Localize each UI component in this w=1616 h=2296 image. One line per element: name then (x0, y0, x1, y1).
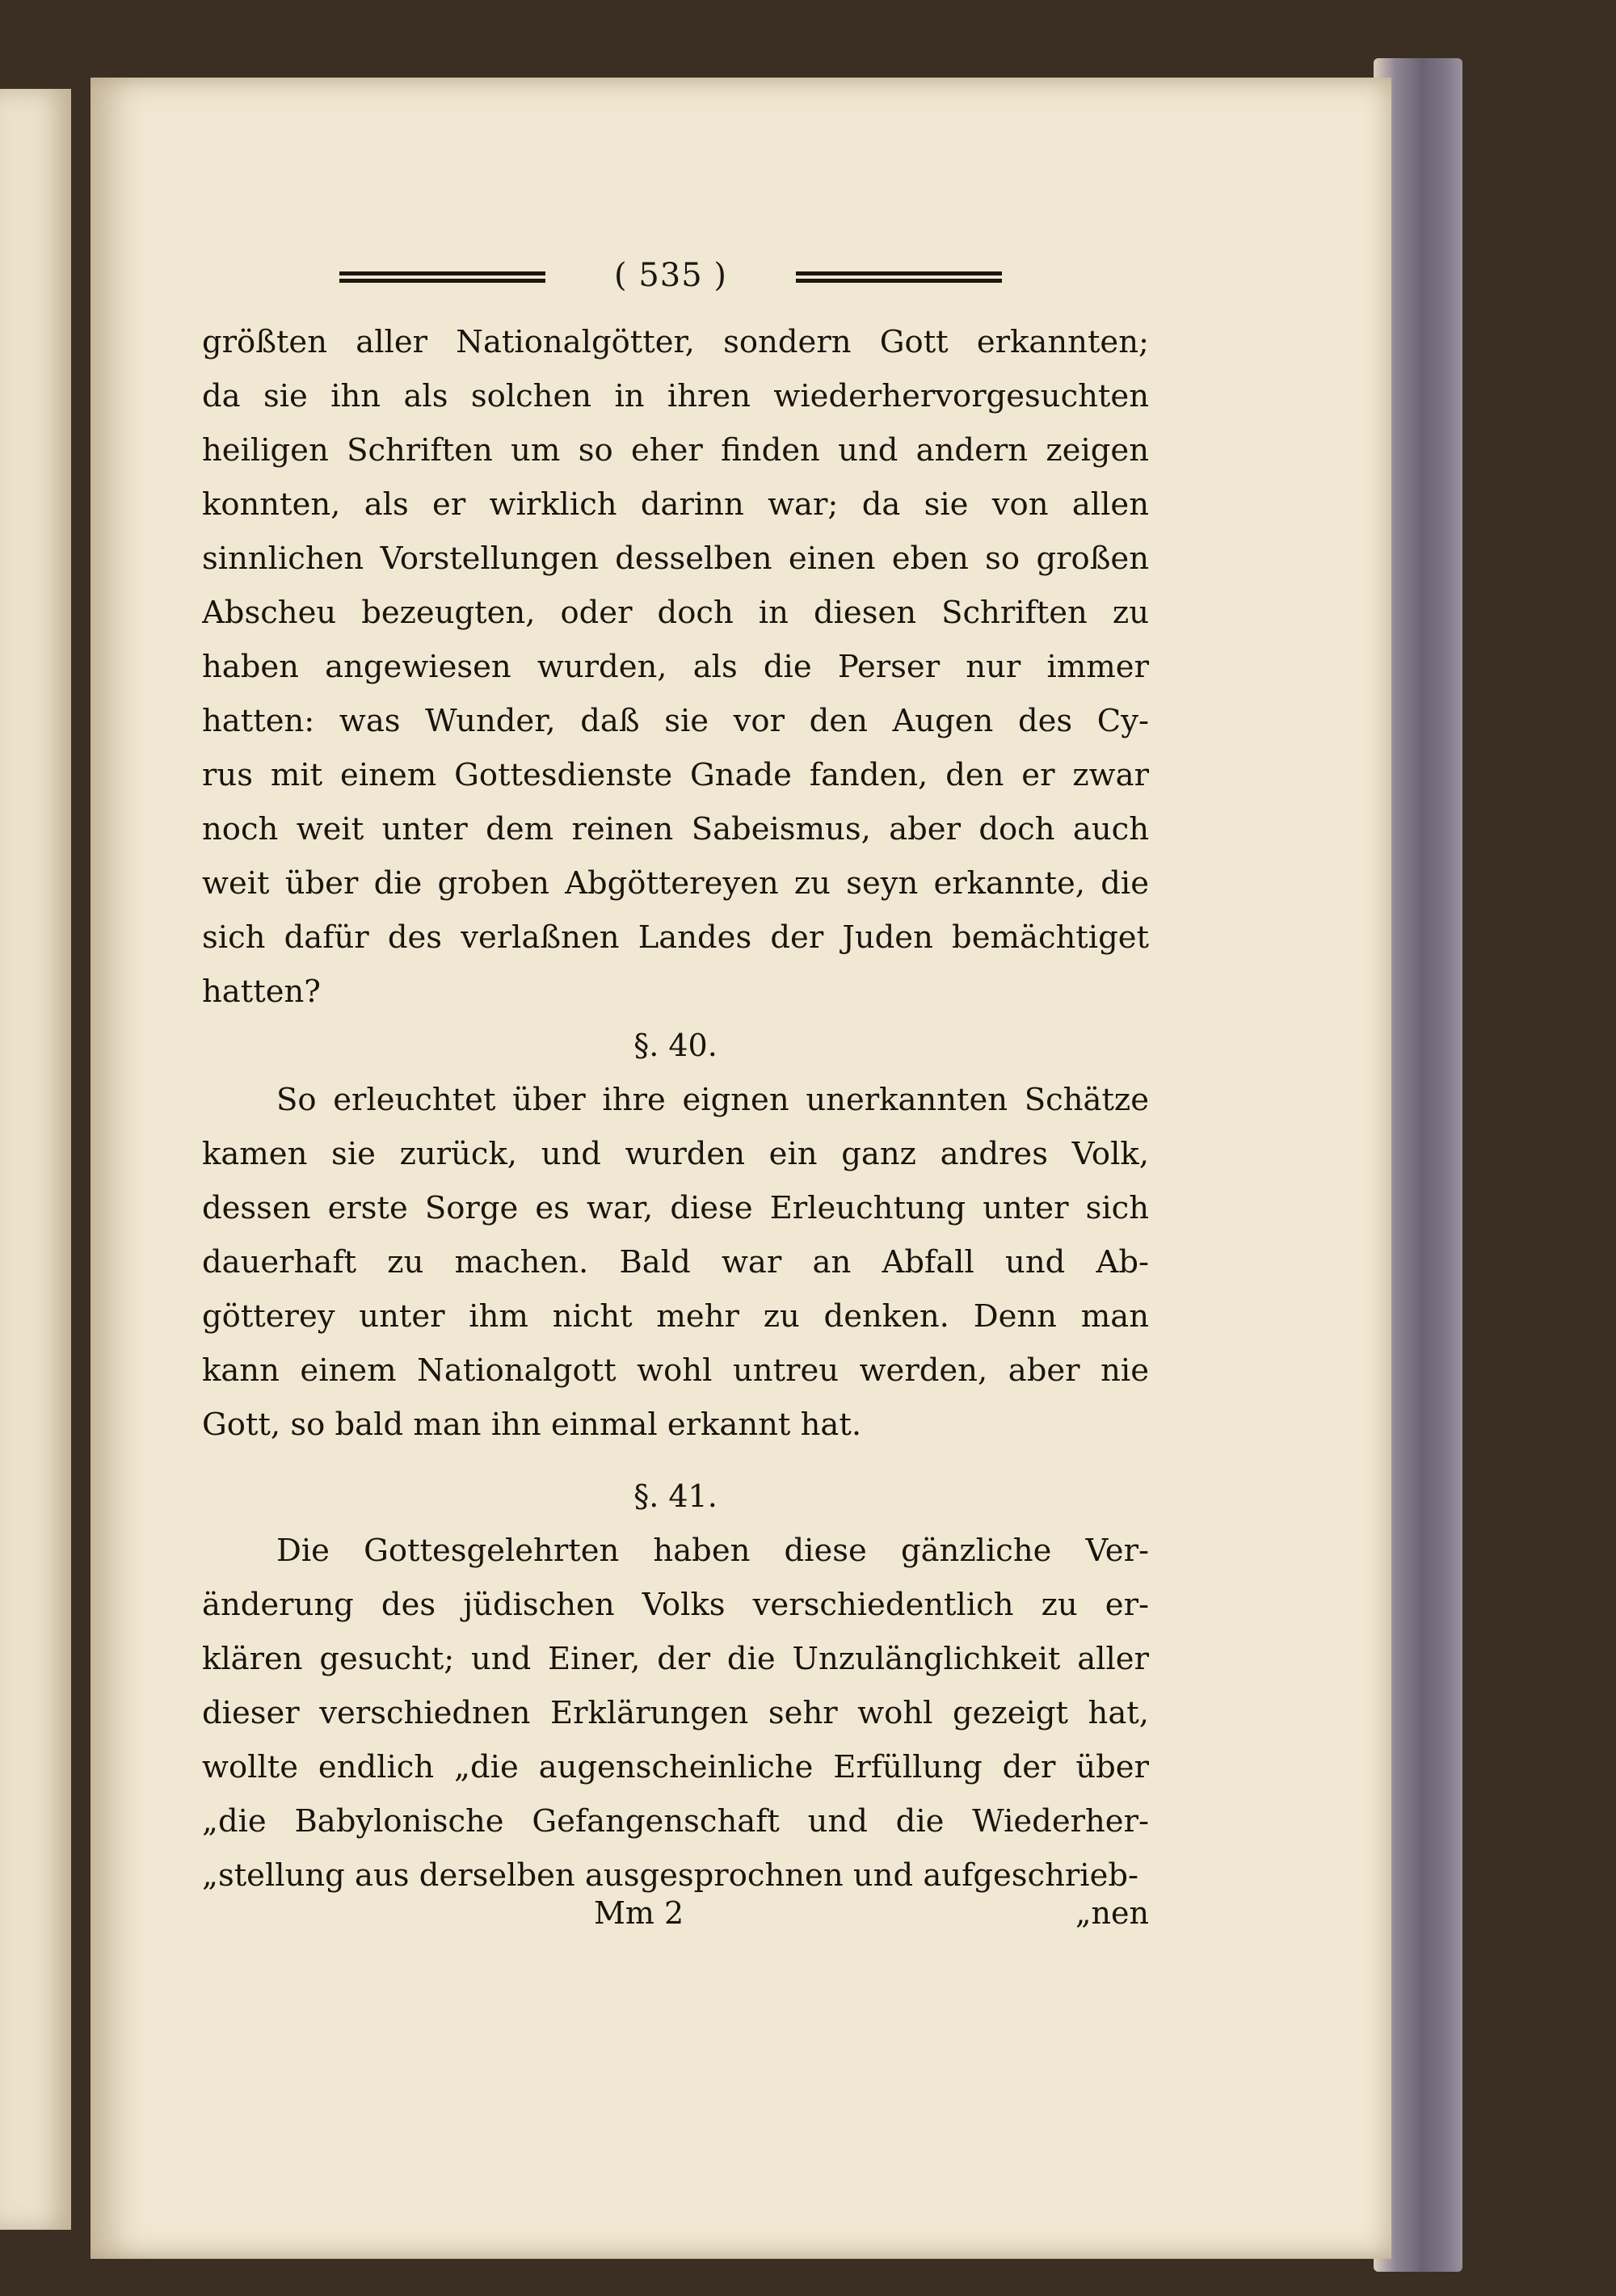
text-line: sich dafür des verlaßnen Landes der Juden bemächtiget (202, 919, 1149, 956)
text-line: „stellung aus derselben ausgesprochnen und aufgeschrieb- (202, 1857, 1139, 1894)
text-line: hatten? (202, 973, 321, 1010)
paragraph (202, 1073, 1149, 1452)
text-line: Abscheu bezeugten, oder doch in diesen Schriften zu (202, 595, 1149, 631)
text-line: größten aller Nationalgötter, sondern Gott erkannten; (202, 324, 1149, 360)
section-heading-40: §. 40. (633, 1028, 718, 1063)
text-line: da sie ihn als solchen in ihren wiederhervorgesuchten (202, 378, 1149, 414)
text-line: wollte endlich „die augenscheinliche Erfüllung der über (202, 1749, 1149, 1785)
page-footer (202, 1889, 1149, 1937)
text-line: „die Babylonische Gefangenschaft und die Wiederher- (202, 1803, 1149, 1840)
page-number: ( 535 ) (614, 257, 727, 294)
text-line: dauerhaft zu machen. Bald war an Abfall und Ab- (202, 1244, 1149, 1280)
section-heading-41: §. 41. (633, 1478, 718, 1514)
text-line: rus mit einem Gottesdienste Gnade fanden, den er zwar (202, 757, 1149, 793)
text-line: sinnlichen Vorstellungen desselben einen eben so großen (202, 540, 1149, 577)
page-body (202, 315, 1149, 1903)
text-line: heiligen Schriften um so eher finden und andern zeigen (202, 432, 1149, 469)
text-line: änderung des jüdischen Volks verschiedentlich zu er- (202, 1587, 1149, 1623)
text-line: kamen sie zurück, und wurden ein ganz andres Volk, (202, 1136, 1149, 1172)
text-line: weit über die groben Abgöttereyen zu seyn erkannte, die (202, 865, 1149, 902)
text-line: noch weit unter dem reinen Sabeismus, aber doch auch (202, 811, 1149, 847)
page-header (339, 257, 1002, 301)
header-rule-left (339, 271, 545, 283)
text-line: dieser verschiednen Erklärungen sehr wohl gezeigt hat, (202, 1695, 1149, 1731)
text-line: Gott, so bald man ihn einmal erkannt hat. (202, 1407, 862, 1443)
previous-page-edge (0, 89, 71, 2230)
paragraph (202, 1524, 1149, 1903)
text-line: kann einem Nationalgott wohl untreu werden, aber nie (202, 1352, 1149, 1389)
text-line: klären gesucht; und Einer, der die Unzulänglichkeit aller (202, 1641, 1149, 1677)
paragraph (202, 315, 1149, 1019)
text-line: götterey unter ihm nicht mehr zu denken. Denn man (202, 1298, 1149, 1335)
header-rule-right (796, 271, 1002, 283)
text-line: dessen erste Sorge es war, diese Erleuchtung unter sich (202, 1190, 1149, 1226)
catchword: „nen (1075, 1895, 1149, 1931)
signature-mark: Mm 2 (594, 1895, 684, 1931)
text-line: haben angewiesen wurden, als die Perser nur immer (202, 649, 1149, 685)
text-line: konnten, als er wirklich darinn war; da sie von allen (202, 486, 1149, 523)
text-line: hatten: was Wunder, daß sie vor den Augen des Cy- (202, 703, 1149, 739)
text-line: Die Gottesgelehrten haben diese gänzliche Ver- (276, 1533, 1149, 1569)
text-line: So erleuchtet über ihre eignen unerkannten Schätze (276, 1082, 1149, 1118)
